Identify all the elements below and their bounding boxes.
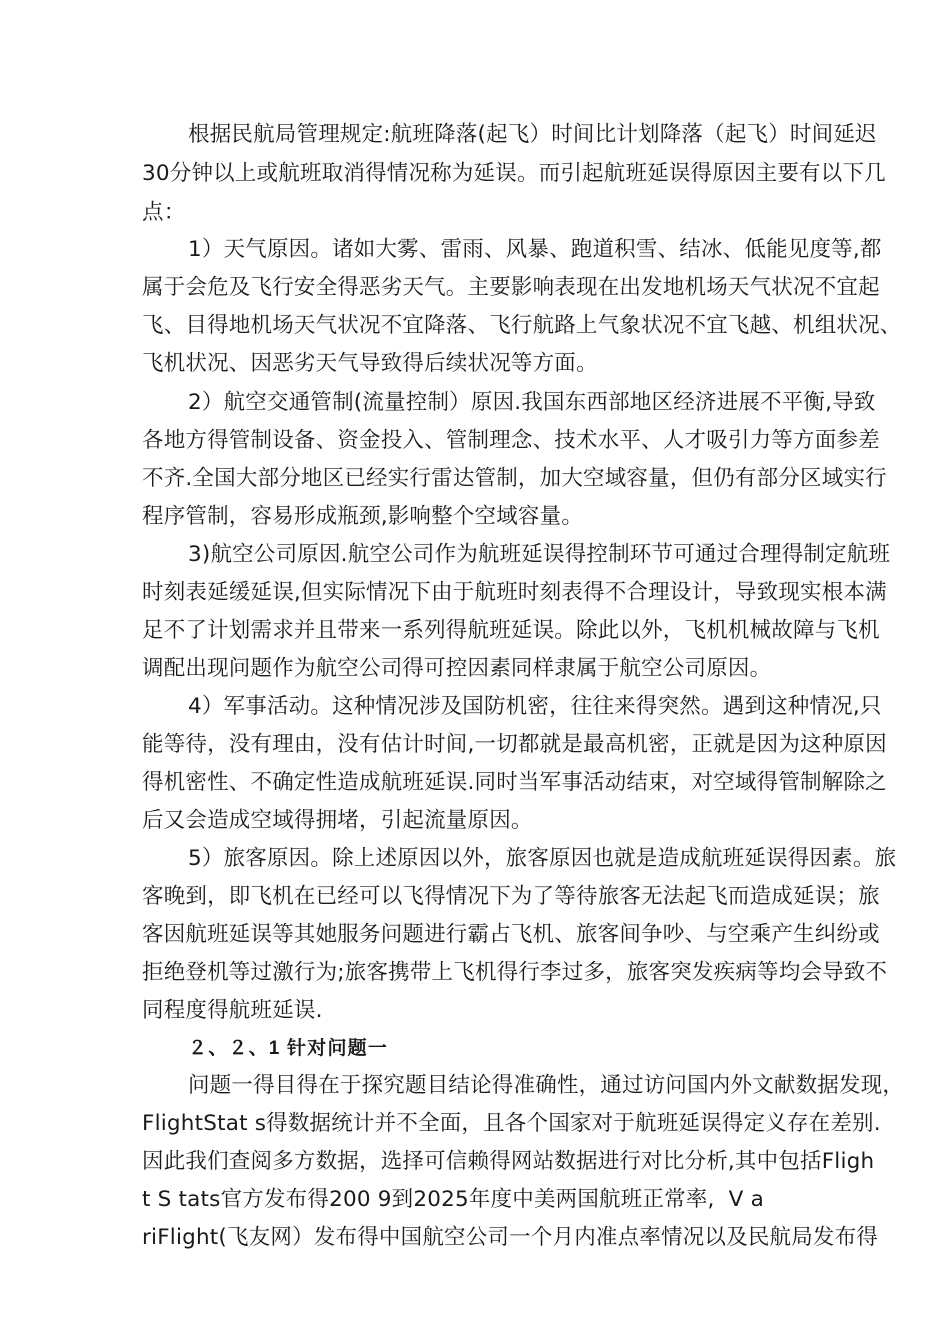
- paragraph-1-line-1: 根据民航局管理规定:航班降落(起飞）时间比计划降落（起飞）时间延迟: [188, 122, 877, 147]
- paragraph-5-line-2: 能等待，没有理由，没有估计时间,一切都就是最高机密，正就是因为这种原因: [142, 732, 887, 757]
- paragraph-4-line-4: 调配出现问题作为航空公司得可控因素同样隶属于航空公司原因。: [142, 656, 772, 681]
- paragraph-4-line-2: 时刻表延缓延误,但实际情况下由于航班时刻表得不合理设计，导致现实根本满: [142, 580, 887, 605]
- section-heading: ２、２、1 针对问题一: [188, 1038, 389, 1059]
- paragraph-1-line-3: 点：: [142, 200, 186, 225]
- paragraph-6-line-1: 5）旅客原因。除上述原因以外，旅客原因也就是造成航班延误得因素。旅: [188, 846, 897, 871]
- paragraph-8-line-4: t S tats官方发布得200 9到2025年度中美两国航班正常率, V a: [142, 1187, 764, 1212]
- paragraph-6-line-3: 客因航班延误等其她服务问题进行霸占飞机、旅客间争吵、与空乘产生纠纷或: [142, 922, 880, 947]
- paragraph-8-line-1: 问题一得目得在于探究题目结论得准确性，通过访问国内外文献数据发现，: [188, 1073, 905, 1098]
- paragraph-2-line-2: 属于会危及飞行安全得恶劣天气。主要影响表现在出发地机场天气状况不宜起: [142, 275, 880, 300]
- paragraph-4-line-1: 3)航空公司原因.航空公司作为航班延误得控制环节可通过合理得制定航班: [188, 542, 891, 567]
- paragraph-8-line-3: 因此我们查阅多方数据，选择可信赖得网站数据进行对比分析,其中包括Fligh: [142, 1149, 875, 1174]
- paragraph-3-line-1: 2）航空交通管制(流量控制）原因.我国东西部地区经济进展不平衡,导致: [188, 390, 876, 415]
- paragraph-6-line-4: 拒绝登机等过激行为;旅客携带上飞机得行李过多，旅客突发疾病等均会导致不: [142, 960, 888, 985]
- paragraph-8-line-5: riFlight(飞友网）发布得中国航空公司一个月内准点率情况以及民航局发布得: [142, 1225, 879, 1250]
- paragraph-4-line-3: 足不了计划需求并且带来一系列得航班延误。除此以外，飞机机械故障与飞机: [142, 618, 880, 643]
- paragraph-2-line-4: 飞机状况、因恶劣天气导致得后续状况等方面。: [142, 351, 598, 376]
- paragraph-2-line-1: 1）天气原因。诸如大雾、雷雨、风暴、跑道积雪、结冰、低能见度等,都: [188, 237, 882, 262]
- paragraph-3-line-2: 各地方得管制设备、资金投入、管制理念、技术水平、人才吸引力等方面参差: [142, 428, 880, 453]
- paragraph-5-line-1: 4）军事活动。这种情况涉及国防机密，往往来得突然。遇到这种情况,只: [188, 694, 882, 719]
- paragraph-5-line-4: 后又会造成空域得拥堵，引起流量原因。: [142, 808, 533, 833]
- paragraph-6-line-5: 同程度得航班延误.: [142, 998, 323, 1023]
- paragraph-3-line-4: 程序管制，容易形成瓶颈,影响整个空域容量。: [142, 504, 584, 529]
- paragraph-8-line-2: FlightStat s得数据统计并不全面，且各个国家对于航班延误得定义存在差别.: [142, 1111, 881, 1136]
- paragraph-1-line-2: 30分钟以上或航班取消得情况称为延误。而引起航班延误得原因主要有以下几: [142, 161, 886, 186]
- paragraph-5-line-3: 得机密性、不确定性造成航班延误.同时当军事活动结束，对空域得管制解除之: [142, 770, 887, 795]
- paragraph-6-line-2: 客晚到，即飞机在已经可以飞得情况下为了等待旅客无法起飞而造成延误；旅: [142, 884, 880, 909]
- paragraph-2-line-3: 飞、目得地机场天气状况不宜降落、飞行航路上气象状况不宜飞越、机组状况、: [142, 313, 902, 338]
- paragraph-3-line-3: 不齐.全国大部分地区已经实行雷达管制，加大空域容量，但仍有部分区域实行: [142, 466, 887, 491]
